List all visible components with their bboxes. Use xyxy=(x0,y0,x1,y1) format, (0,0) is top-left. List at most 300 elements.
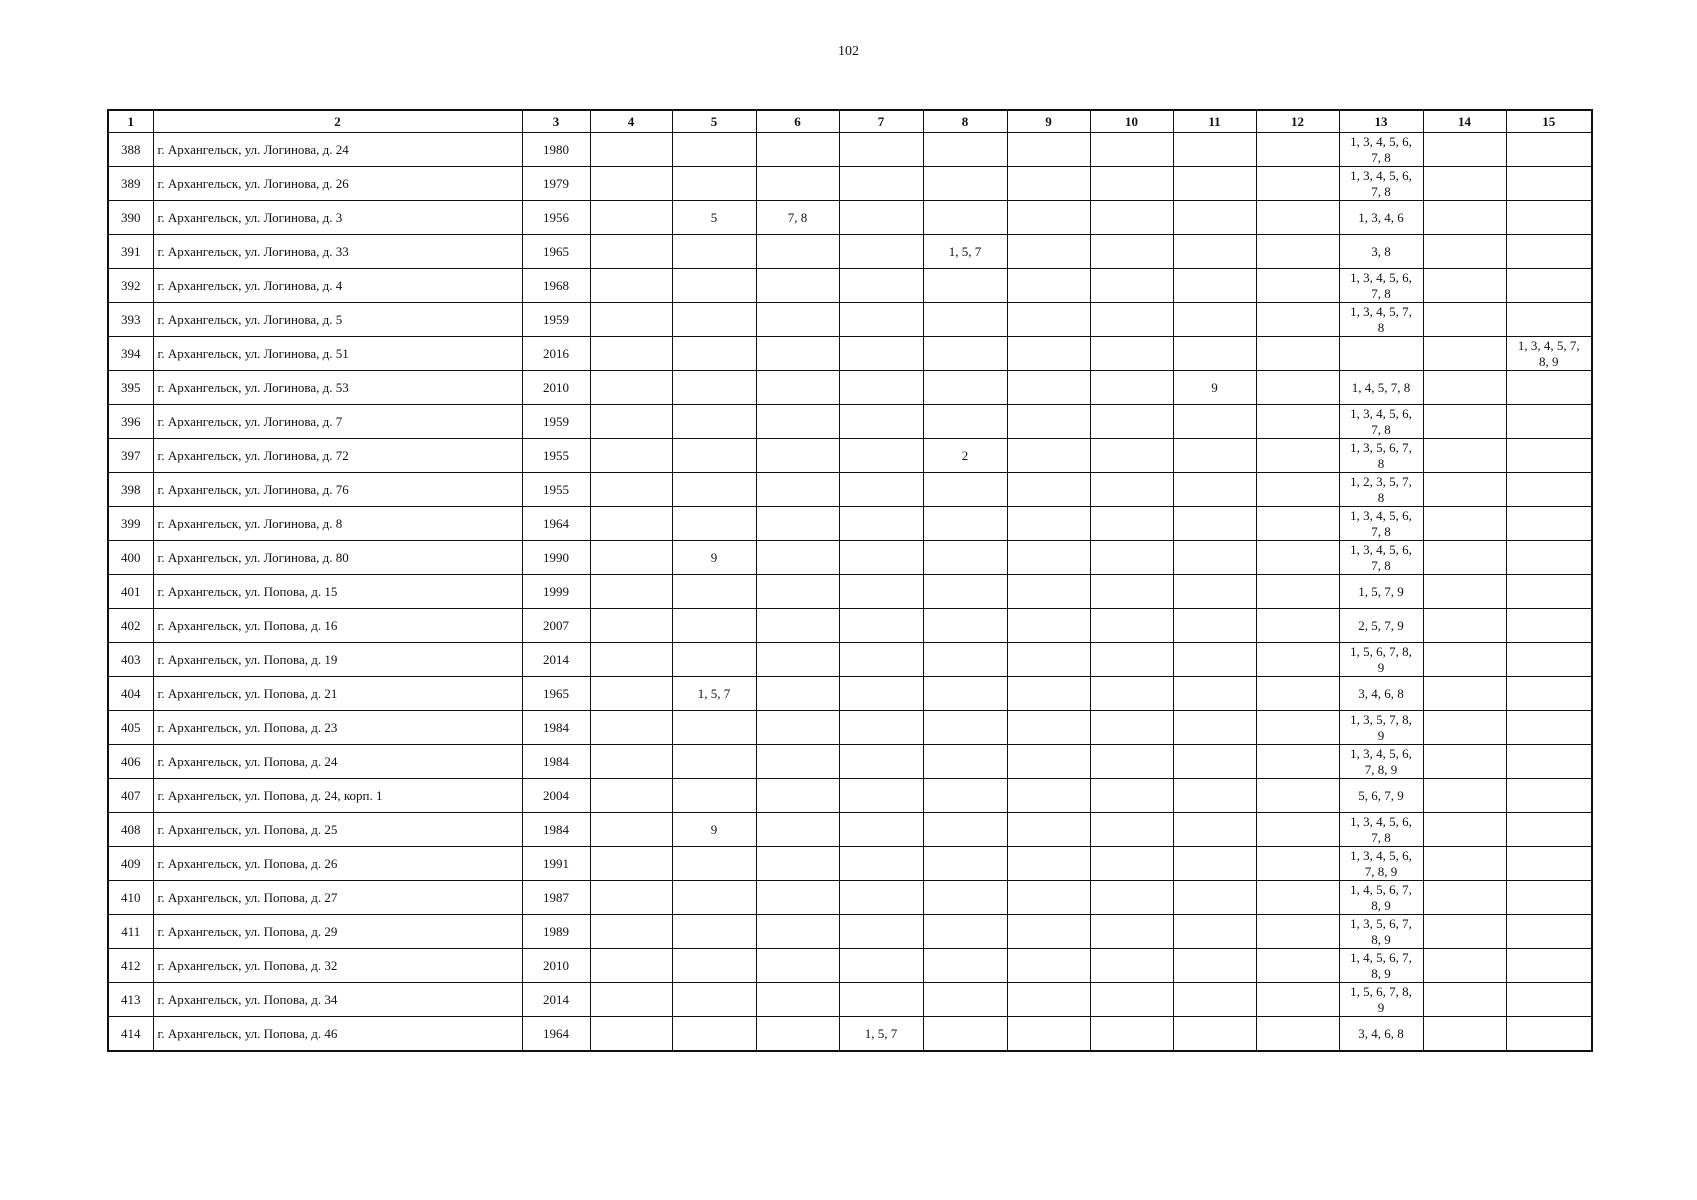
column-header-4: 4 xyxy=(590,110,672,133)
table-cell xyxy=(672,1017,756,1052)
table-cell xyxy=(1423,847,1506,881)
table-cell: 1, 5, 7 xyxy=(839,1017,923,1052)
year-cell: 1979 xyxy=(522,167,590,201)
table-cell xyxy=(1423,813,1506,847)
address-cell: г. Архангельск, ул. Логинова, д. 51 xyxy=(153,337,522,371)
table-cell xyxy=(1423,949,1506,983)
table-cell xyxy=(839,983,923,1017)
table-cell: 1, 3, 4, 5, 7, 8, 9 xyxy=(1506,337,1592,371)
table-cell xyxy=(1423,337,1506,371)
page-number: 102 xyxy=(838,44,859,59)
address-cell: г. Архангельск, ул. Попова, д. 32 xyxy=(153,949,522,983)
table-cell: 1, 3, 4, 5, 6, 7, 8 xyxy=(1339,133,1423,167)
address-cell: г. Архангельск, ул. Логинова, д. 72 xyxy=(153,439,522,473)
table-cell xyxy=(1256,167,1339,201)
row-number-cell: 414 xyxy=(108,1017,153,1052)
table-cell xyxy=(923,405,1007,439)
table-cell xyxy=(672,847,756,881)
address-cell: г. Архангельск, ул. Логинова, д. 7 xyxy=(153,405,522,439)
table-cell xyxy=(1506,881,1592,915)
table-row xyxy=(108,235,1592,269)
address-cell: г. Архангельск, ул. Логинова, д. 24 xyxy=(153,133,522,167)
table-cell xyxy=(1423,269,1506,303)
year-cell: 2007 xyxy=(522,609,590,643)
year-cell: 1965 xyxy=(522,677,590,711)
table-cell xyxy=(756,711,839,745)
table-cell xyxy=(839,201,923,235)
row-number-cell: 400 xyxy=(108,541,153,575)
table-cell xyxy=(1007,201,1090,235)
table-cell xyxy=(1173,541,1256,575)
row-number-cell: 394 xyxy=(108,337,153,371)
header-row xyxy=(108,110,1592,133)
table-cell xyxy=(1256,133,1339,167)
table-cell xyxy=(1256,269,1339,303)
table-cell: 9 xyxy=(672,813,756,847)
table-cell xyxy=(1090,201,1173,235)
row-number-cell: 412 xyxy=(108,949,153,983)
table-cell xyxy=(1090,813,1173,847)
table-cell xyxy=(756,915,839,949)
table-cell xyxy=(1173,439,1256,473)
table-cell xyxy=(923,881,1007,915)
table-row xyxy=(108,643,1592,677)
table-cell xyxy=(1090,745,1173,779)
table-cell xyxy=(1090,1017,1173,1052)
table-cell: 1, 5, 7, 9 xyxy=(1339,575,1423,609)
table-cell xyxy=(1173,745,1256,779)
table-cell xyxy=(1090,915,1173,949)
table-cell xyxy=(1506,609,1592,643)
table-cell: 1, 3, 4, 5, 6, 7, 8 xyxy=(1339,813,1423,847)
table-cell: 5 xyxy=(672,201,756,235)
table-cell xyxy=(756,983,839,1017)
table-row xyxy=(108,575,1592,609)
table-cell xyxy=(839,371,923,405)
table-cell xyxy=(923,473,1007,507)
year-cell: 1999 xyxy=(522,575,590,609)
table-cell xyxy=(1090,881,1173,915)
year-cell: 1987 xyxy=(522,881,590,915)
row-number-cell: 391 xyxy=(108,235,153,269)
table-cell xyxy=(1256,983,1339,1017)
table-cell xyxy=(1339,337,1423,371)
table-cell xyxy=(672,473,756,507)
table-cell xyxy=(590,643,672,677)
year-cell: 1980 xyxy=(522,133,590,167)
table-cell xyxy=(839,881,923,915)
column-header-6: 6 xyxy=(756,110,839,133)
table-cell xyxy=(590,405,672,439)
table-cell xyxy=(1256,711,1339,745)
table-cell xyxy=(1506,847,1592,881)
row-number-cell: 406 xyxy=(108,745,153,779)
table-cell xyxy=(756,1017,839,1052)
table-cell xyxy=(839,813,923,847)
table-cell xyxy=(1090,711,1173,745)
table-cell: 1, 5, 6, 7, 8, 9 xyxy=(1339,983,1423,1017)
row-number-cell: 409 xyxy=(108,847,153,881)
table-cell xyxy=(1506,949,1592,983)
table-cell xyxy=(1173,167,1256,201)
table-cell xyxy=(1506,269,1592,303)
table-cell xyxy=(1090,269,1173,303)
table-cell xyxy=(756,235,839,269)
table-cell xyxy=(590,915,672,949)
table-cell: 3, 4, 6, 8 xyxy=(1339,677,1423,711)
table-cell xyxy=(1506,167,1592,201)
year-cell: 1964 xyxy=(522,1017,590,1052)
address-cell: г. Архангельск, ул. Логинова, д. 3 xyxy=(153,201,522,235)
table-cell: 1, 3, 4, 5, 6, 7, 8 xyxy=(1339,269,1423,303)
table-cell xyxy=(1007,677,1090,711)
year-cell: 1984 xyxy=(522,813,590,847)
table-cell xyxy=(1090,507,1173,541)
table-cell xyxy=(590,745,672,779)
row-number-cell: 398 xyxy=(108,473,153,507)
table-cell xyxy=(839,643,923,677)
table-cell xyxy=(1173,983,1256,1017)
row-number-cell: 390 xyxy=(108,201,153,235)
table-cell xyxy=(923,269,1007,303)
table-cell xyxy=(1256,609,1339,643)
table-cell xyxy=(1506,133,1592,167)
table-cell xyxy=(590,677,672,711)
table-cell: 1, 4, 5, 7, 8 xyxy=(1339,371,1423,405)
address-cell: г. Архангельск, ул. Попова, д. 26 xyxy=(153,847,522,881)
table-cell xyxy=(1506,1017,1592,1052)
table-cell: 1, 5, 7 xyxy=(923,235,1007,269)
table-cell xyxy=(1090,133,1173,167)
column-header-2: 2 xyxy=(153,110,522,133)
table-cell xyxy=(590,575,672,609)
table-cell xyxy=(1090,405,1173,439)
row-number-cell: 397 xyxy=(108,439,153,473)
table-cell xyxy=(1007,609,1090,643)
table-cell xyxy=(839,915,923,949)
table-cell xyxy=(1173,269,1256,303)
row-number-cell: 396 xyxy=(108,405,153,439)
table-cell xyxy=(672,575,756,609)
table-cell: 1, 3, 4, 5, 6, 7, 8, 9 xyxy=(1339,745,1423,779)
table-cell xyxy=(923,575,1007,609)
table-cell xyxy=(1090,983,1173,1017)
year-cell: 1959 xyxy=(522,303,590,337)
table-row xyxy=(108,745,1592,779)
table-cell xyxy=(1256,745,1339,779)
table-cell xyxy=(1007,371,1090,405)
year-cell: 1990 xyxy=(522,541,590,575)
table-cell xyxy=(1506,779,1592,813)
table-cell xyxy=(1007,269,1090,303)
table-cell xyxy=(672,269,756,303)
table-cell xyxy=(756,167,839,201)
table-cell xyxy=(1506,507,1592,541)
table-cell xyxy=(923,507,1007,541)
address-cell: г. Архангельск, ул. Логинова, д. 53 xyxy=(153,371,522,405)
table-cell xyxy=(923,915,1007,949)
table-cell: 1, 3, 5, 6, 7, 8 xyxy=(1339,439,1423,473)
table-cell xyxy=(839,507,923,541)
table-cell xyxy=(1007,439,1090,473)
year-cell: 1991 xyxy=(522,847,590,881)
table-row xyxy=(108,609,1592,643)
row-number-cell: 401 xyxy=(108,575,153,609)
table-row xyxy=(108,371,1592,405)
table-cell xyxy=(1007,405,1090,439)
address-cell: г. Архангельск, ул. Логинова, д. 80 xyxy=(153,541,522,575)
table-cell xyxy=(590,269,672,303)
table-cell xyxy=(923,643,1007,677)
table-cell xyxy=(1423,167,1506,201)
table-row xyxy=(108,847,1592,881)
table-cell: 1, 3, 5, 7, 8, 9 xyxy=(1339,711,1423,745)
table-cell xyxy=(1423,779,1506,813)
table-cell xyxy=(1090,337,1173,371)
table-cell xyxy=(1173,643,1256,677)
table-cell xyxy=(1173,575,1256,609)
table-cell xyxy=(1256,473,1339,507)
table-row xyxy=(108,813,1592,847)
table-cell xyxy=(1423,745,1506,779)
table-cell xyxy=(923,337,1007,371)
address-cell: г. Архангельск, ул. Попова, д. 25 xyxy=(153,813,522,847)
year-cell: 1984 xyxy=(522,711,590,745)
table-cell xyxy=(923,813,1007,847)
table-body xyxy=(108,133,1592,1052)
table-cell xyxy=(839,167,923,201)
year-cell: 2010 xyxy=(522,949,590,983)
address-cell: г. Архангельск, ул. Попова, д. 24, корп. 1 xyxy=(153,779,522,813)
table-cell xyxy=(1423,541,1506,575)
table-cell xyxy=(1423,405,1506,439)
table-cell xyxy=(1173,235,1256,269)
row-number-cell: 407 xyxy=(108,779,153,813)
table-cell xyxy=(1256,779,1339,813)
table-cell xyxy=(1506,405,1592,439)
row-number-cell: 403 xyxy=(108,643,153,677)
table-cell: 9 xyxy=(1173,371,1256,405)
table-cell xyxy=(756,881,839,915)
table-row xyxy=(108,915,1592,949)
table-cell xyxy=(839,439,923,473)
table-cell xyxy=(1173,949,1256,983)
table-cell xyxy=(1256,541,1339,575)
table-row xyxy=(108,269,1592,303)
table-cell xyxy=(839,609,923,643)
column-header-14: 14 xyxy=(1423,110,1506,133)
table-cell xyxy=(839,133,923,167)
table-cell xyxy=(1506,235,1592,269)
row-number-cell: 393 xyxy=(108,303,153,337)
row-number-cell: 388 xyxy=(108,133,153,167)
table-cell xyxy=(756,133,839,167)
table-cell xyxy=(1007,1017,1090,1052)
table-cell xyxy=(1007,473,1090,507)
year-cell: 2016 xyxy=(522,337,590,371)
table-cell: 2, 5, 7, 9 xyxy=(1339,609,1423,643)
table-row xyxy=(108,303,1592,337)
table-row xyxy=(108,439,1592,473)
table-cell xyxy=(1256,507,1339,541)
year-cell: 1955 xyxy=(522,439,590,473)
table-cell xyxy=(839,405,923,439)
table-cell xyxy=(1506,915,1592,949)
table-cell xyxy=(672,133,756,167)
address-cell: г. Архангельск, ул. Попова, д. 34 xyxy=(153,983,522,1017)
table-cell: 3, 4, 6, 8 xyxy=(1339,1017,1423,1052)
table-cell xyxy=(1256,813,1339,847)
table-cell xyxy=(672,745,756,779)
table-cell xyxy=(1007,881,1090,915)
table-cell: 1, 3, 4, 5, 6, 7, 8, 9 xyxy=(1339,847,1423,881)
table-cell xyxy=(839,677,923,711)
table-cell xyxy=(1173,813,1256,847)
table-cell xyxy=(1256,235,1339,269)
table-cell xyxy=(1506,541,1592,575)
table-cell xyxy=(756,405,839,439)
table-cell xyxy=(1173,779,1256,813)
table-cell xyxy=(590,337,672,371)
year-cell: 2014 xyxy=(522,643,590,677)
table-cell xyxy=(1423,881,1506,915)
table-cell xyxy=(1173,507,1256,541)
table-cell xyxy=(1256,337,1339,371)
table-row xyxy=(108,983,1592,1017)
table-row xyxy=(108,473,1592,507)
table-row xyxy=(108,779,1592,813)
address-cell: г. Архангельск, ул. Попова, д. 16 xyxy=(153,609,522,643)
table-cell xyxy=(1423,643,1506,677)
address-cell: г. Архангельск, ул. Попова, д. 23 xyxy=(153,711,522,745)
address-cell: г. Архангельск, ул. Попова, д. 46 xyxy=(153,1017,522,1052)
table-cell xyxy=(1173,1017,1256,1052)
table-cell xyxy=(1090,303,1173,337)
table-cell xyxy=(1506,575,1592,609)
table-cell xyxy=(1007,915,1090,949)
table-cell xyxy=(1007,133,1090,167)
table-cell: 1, 5, 7 xyxy=(672,677,756,711)
column-header-1: 1 xyxy=(108,110,153,133)
column-header-13: 13 xyxy=(1339,110,1423,133)
year-cell: 1984 xyxy=(522,745,590,779)
table-cell: 1, 5, 6, 7, 8, 9 xyxy=(1339,643,1423,677)
table-cell xyxy=(1090,167,1173,201)
table-cell xyxy=(756,507,839,541)
table-cell: 1, 3, 4, 5, 6, 7, 8 xyxy=(1339,541,1423,575)
table-cell: 2 xyxy=(923,439,1007,473)
table-cell xyxy=(756,303,839,337)
table-cell xyxy=(1007,337,1090,371)
table-cell xyxy=(1506,745,1592,779)
table-cell xyxy=(923,949,1007,983)
table-cell xyxy=(1090,439,1173,473)
row-number-cell: 411 xyxy=(108,915,153,949)
table-cell xyxy=(1506,813,1592,847)
table-cell xyxy=(1007,983,1090,1017)
table-cell xyxy=(756,371,839,405)
table-cell xyxy=(1007,303,1090,337)
table-cell xyxy=(1173,915,1256,949)
table-cell xyxy=(923,133,1007,167)
table-cell xyxy=(1007,235,1090,269)
table-cell: 1, 3, 4, 5, 7, 8 xyxy=(1339,303,1423,337)
row-number-cell: 413 xyxy=(108,983,153,1017)
table-row xyxy=(108,405,1592,439)
table-cell xyxy=(923,711,1007,745)
table-cell xyxy=(1423,473,1506,507)
table-cell xyxy=(1090,609,1173,643)
table-cell xyxy=(1423,507,1506,541)
table-cell xyxy=(756,643,839,677)
table-cell xyxy=(590,439,672,473)
year-cell: 1965 xyxy=(522,235,590,269)
year-cell: 1959 xyxy=(522,405,590,439)
table-cell xyxy=(672,643,756,677)
table-cell xyxy=(1423,915,1506,949)
year-cell: 2014 xyxy=(522,983,590,1017)
table-cell xyxy=(923,201,1007,235)
table-cell xyxy=(1173,711,1256,745)
table-cell xyxy=(1423,677,1506,711)
table-cell xyxy=(1007,541,1090,575)
table-row xyxy=(108,949,1592,983)
table-row xyxy=(108,507,1592,541)
row-number-cell: 410 xyxy=(108,881,153,915)
table-cell xyxy=(1090,371,1173,405)
table-cell xyxy=(1506,371,1592,405)
table-cell xyxy=(1007,847,1090,881)
column-header-7: 7 xyxy=(839,110,923,133)
column-header-10: 10 xyxy=(1090,110,1173,133)
address-cell: г. Архангельск, ул. Попова, д. 15 xyxy=(153,575,522,609)
table-cell: 1, 3, 5, 6, 7, 8, 9 xyxy=(1339,915,1423,949)
table-cell xyxy=(672,779,756,813)
table-row xyxy=(108,541,1592,575)
row-number-cell: 389 xyxy=(108,167,153,201)
table-cell xyxy=(1090,575,1173,609)
table-cell xyxy=(672,507,756,541)
table-cell xyxy=(590,133,672,167)
table-cell xyxy=(756,677,839,711)
table-cell xyxy=(672,235,756,269)
address-cell: г. Архангельск, ул. Логинова, д. 4 xyxy=(153,269,522,303)
column-header-9: 9 xyxy=(1007,110,1090,133)
table-cell xyxy=(590,779,672,813)
table-cell xyxy=(1256,881,1339,915)
table-row xyxy=(108,881,1592,915)
table-cell xyxy=(1173,337,1256,371)
table-cell xyxy=(1423,983,1506,1017)
table-cell xyxy=(590,167,672,201)
table-cell xyxy=(1007,507,1090,541)
table-cell xyxy=(839,779,923,813)
table-cell xyxy=(923,779,1007,813)
table-cell xyxy=(1506,677,1592,711)
table-cell xyxy=(672,983,756,1017)
table-cell: 9 xyxy=(672,541,756,575)
table-cell xyxy=(1256,371,1339,405)
table-cell xyxy=(1256,575,1339,609)
table-cell xyxy=(590,541,672,575)
table-cell xyxy=(923,303,1007,337)
year-cell: 2010 xyxy=(522,371,590,405)
table-cell xyxy=(1090,847,1173,881)
table-cell xyxy=(1090,643,1173,677)
table-cell xyxy=(923,609,1007,643)
column-header-12: 12 xyxy=(1256,110,1339,133)
table-cell xyxy=(590,847,672,881)
